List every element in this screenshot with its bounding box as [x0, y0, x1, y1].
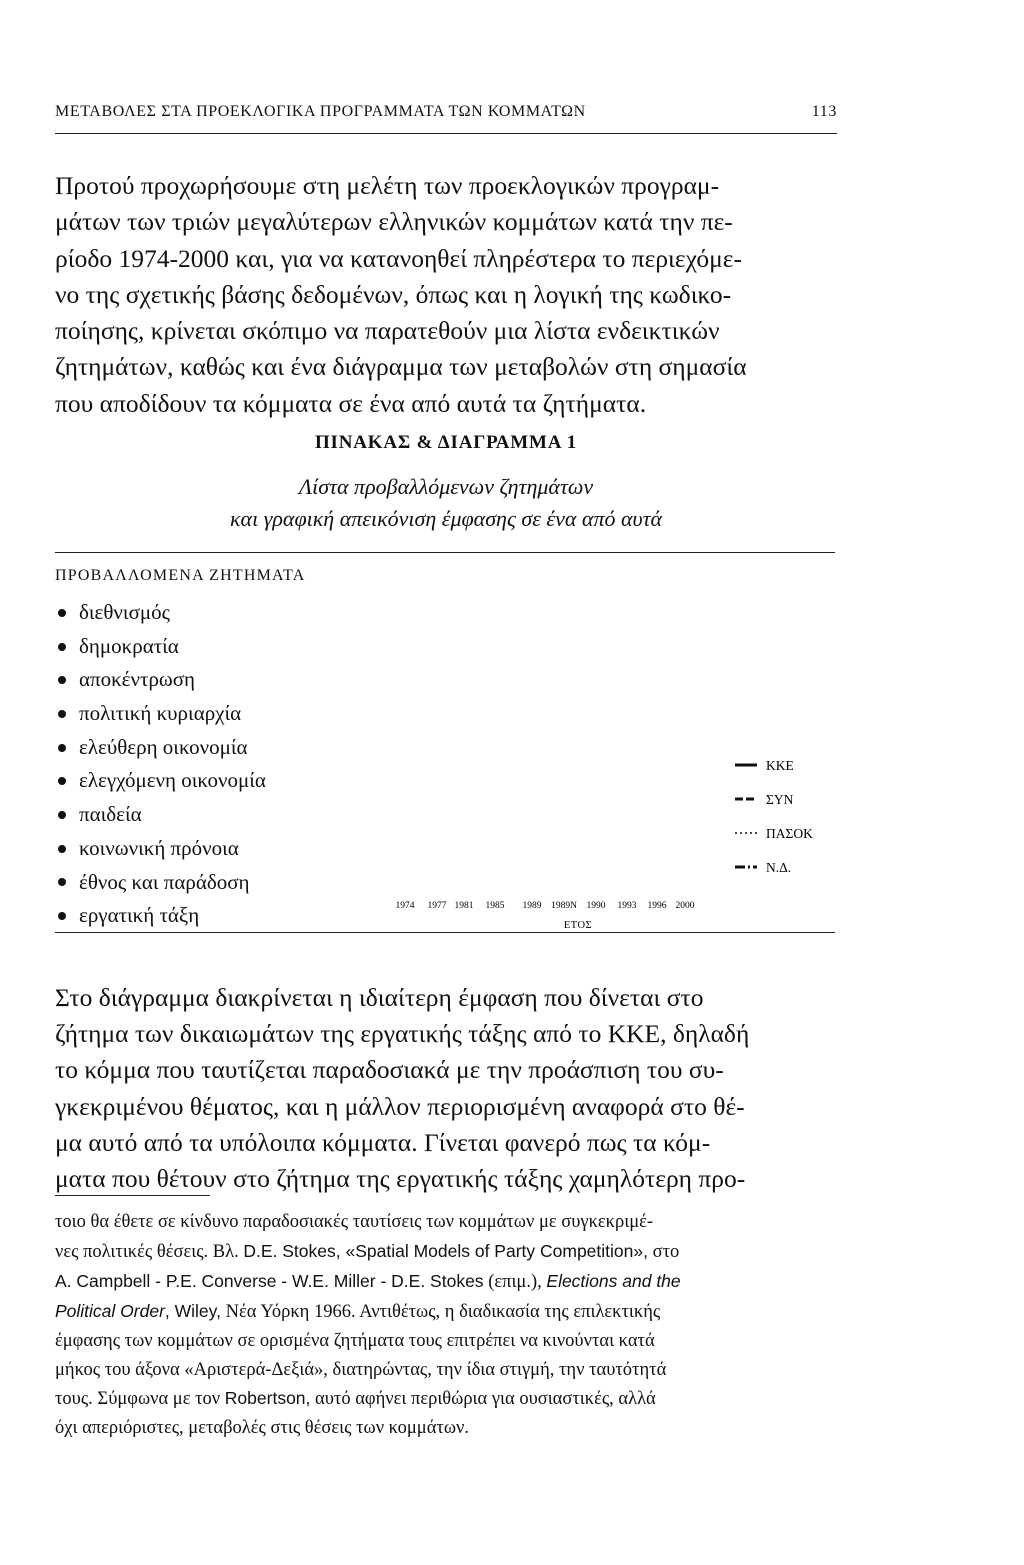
body-line: γκεκριμένου θέματος, και η μάλλον περιορισμένη αναφορά στο θέ- — [55, 1091, 745, 1121]
list-item — [55, 663, 266, 697]
footnote-line — [55, 1384, 837, 1414]
x-tick-label: 1996 — [647, 901, 667, 911]
running-title: ΜΕΤΑΒΟΛΕΣ ΣΤΑ ΠΡΟΕΚΛΟΓΙΚΑ ΠΡΟΓΡΑΜΜΑΤΑ ΤΩΝ ΚΟΜΜΑΤΩΝ — [55, 103, 586, 120]
legend-label: ΣΥΝ — [766, 792, 794, 807]
footnote-text: έμφασης των κομμάτων σε ορισμένα ζητήματα τους επιτρέπει να κινούνται κατά — [55, 1330, 655, 1351]
table-subtitle-line2: και γραφική απεικόνιση έμφασης σε ένα από αυτά — [229, 506, 663, 531]
x-tick-label: 1977 — [427, 901, 447, 911]
citation-title: Elections and the — [546, 1270, 681, 1291]
body-line: Στο διάγραμμα διακρίνεται η ιδιαίτερη έμφαση που δίνεται στο — [55, 983, 704, 1012]
bullet-icon — [58, 811, 66, 819]
intro-line: νο της σχετικής βάσης δεδομένων, όπως και η λογική της κωδικο- — [55, 279, 732, 309]
footnote-text: τοιο θα έθετε σε κίνδυνο παραδοσιακές ταυτίσεις των κομμάτων με συγκεκριμέ- — [55, 1212, 654, 1232]
issues-list — [55, 596, 266, 933]
header-rule — [55, 133, 837, 134]
footnote-text: (επιμ.), — [483, 1271, 547, 1292]
list-item — [55, 798, 266, 832]
x-tick-label: 1990 — [586, 901, 606, 911]
table-top-rule — [55, 552, 835, 553]
body-line: μα αυτό από τα υπόλοιπα κόμματα. Γίνεται φανερό πως τα κόμ- — [55, 1127, 711, 1157]
bullet-icon — [58, 912, 66, 920]
issue-label: έθνος και παράδοση — [79, 869, 250, 894]
list-item — [55, 596, 266, 630]
citation-authors: A. Campbell - P.E. Converse - W.E. Miller - D.E. Stokes — [55, 1270, 484, 1291]
bullet-icon — [58, 643, 66, 651]
running-header — [55, 103, 837, 121]
citation-publisher: , Wiley, — [164, 1300, 221, 1321]
intro-line: Προτού προχωρήσουμε στη μελέτη των προεκλογικών προγραμ- — [55, 171, 720, 200]
legend-label: Ν.Δ. — [766, 860, 792, 875]
list-item — [55, 731, 266, 765]
footnote-line — [55, 1356, 837, 1385]
intro-line: μάτων των τριών μεγαλύτερων ελληνικών κομμάτων κατά την πε- — [55, 207, 733, 237]
footnote-rule — [55, 1195, 210, 1196]
footnote-line — [55, 1327, 837, 1356]
list-item — [55, 866, 266, 900]
footnote-line — [55, 1237, 837, 1267]
intro-line: ρίοδο 1974-2000 και, για να κατανοηθεί πληρέστερα το περιεχόμε- — [55, 243, 743, 273]
issue-label: παιδεία — [79, 802, 142, 827]
intro-paragraph — [55, 168, 837, 422]
table-title: ΠΙΝΑΚΑΣ & ΔΙΑΓΡΑΜΜΑ 1 — [314, 432, 578, 453]
body-line: ζήτημα των δικαιωμάτων της εργατικής τάξης από το ΚΚΕ, δηλαδή — [55, 1019, 750, 1049]
issue-label: ελεύθερη οικονομία — [79, 734, 248, 759]
body-paragraph — [55, 980, 837, 1197]
list-item — [55, 832, 266, 866]
chart-legend — [735, 758, 813, 875]
legend-label: ΠΑΣΟΚ — [766, 826, 813, 841]
issue-label: δημοκρατία — [79, 633, 179, 658]
footnote-line — [55, 1208, 837, 1237]
intro-line: που αποδίδουν τα κόμματα σε ένα από αυτά τα ζητήματα. — [55, 388, 647, 418]
x-tick-label: 1989N — [551, 901, 577, 911]
bullet-icon — [58, 777, 66, 785]
bullet-icon — [58, 744, 66, 752]
list-item — [55, 697, 266, 731]
intro-line: ποίησης, κρίνεται σκόπιμο να παρατεθούν μια λίστα ενδεικτικών — [55, 316, 720, 346]
bullet-icon — [58, 878, 66, 886]
bullet-icon — [58, 609, 66, 617]
intro-line: ζητημάτων, καθώς και ένα διάγραμμα των μεταβολών στη σημασία — [55, 352, 747, 382]
issue-label: αποκέντρωση — [79, 667, 196, 692]
footnote-text: όχι απεριόριστες, μεταβολές στις θέσεις των κομμάτων. — [55, 1418, 469, 1439]
issue-label: διεθνισμός — [79, 600, 170, 624]
line-chart — [380, 740, 840, 935]
issues-heading: ΠΡΟΒΑΛΛΟΜΕΝΑ ΖΗΤΗΜΑΤΑ — [55, 567, 306, 584]
footnote — [55, 1208, 837, 1443]
footnote-line — [55, 1297, 837, 1327]
x-tick-label: 1993 — [617, 901, 637, 911]
x-tick-label: 1985 — [485, 901, 505, 911]
x-tick-label: 1981 — [454, 901, 474, 911]
footnote-text: Νέα Υόρκη 1966. Αντιθέτως, η διαδικασία της επιλεκτικής — [220, 1301, 661, 1322]
legend-label: ΚΚΕ — [766, 758, 794, 773]
table-subtitle-line1: Λίστα προβαλλόμενων ζητημάτων — [298, 474, 594, 499]
x-tick-label: 1989 — [522, 901, 542, 911]
x-axis-label: ΕΤΟΣ — [563, 920, 593, 931]
list-item — [55, 764, 266, 798]
citation-title: Political Order — [55, 1300, 165, 1321]
footnote-text: νες πολιτικές θέσεις. Βλ. — [55, 1241, 244, 1262]
issue-label: εργατική τάξη — [79, 903, 200, 928]
x-axis-ticks — [396, 901, 695, 911]
footnote-line — [55, 1267, 837, 1297]
footnote-text: αυτό αφήνει περιθώρια για ουσιαστικές, αλλά — [310, 1389, 656, 1410]
citation-author: Robertson, — [224, 1388, 311, 1409]
issue-label: κοινωνική πρόνοια — [79, 835, 239, 860]
bullet-icon — [58, 676, 66, 684]
x-tick-label: 1974 — [395, 901, 415, 911]
list-item — [55, 899, 266, 933]
bullet-icon — [58, 710, 66, 718]
citation-text: D.E. Stokes, «Spatial Models of Party Competition», — [243, 1240, 648, 1261]
footnote-line — [55, 1414, 837, 1443]
body-line: το κόμμα που ταυτίζεται παραδοσιακά με την προάσπιση του συ- — [55, 1055, 724, 1085]
page-number: 113 — [811, 103, 837, 120]
footnote-text: στο — [647, 1241, 680, 1262]
issue-label: ελεγχόμενη οικονομία — [79, 768, 266, 793]
footnote-text: μήκος του άξονα «Αριστερά-Δεξιά», διατηρώντας, την ίδια στιγμή, την ταυτότητά — [55, 1359, 667, 1380]
footnote-text: τους. Σύμφωνα με τον — [55, 1389, 225, 1410]
issue-label: πολιτική κυριαρχία — [79, 701, 242, 726]
x-tick-label: 2000 — [675, 901, 695, 911]
table-bottom-rule — [55, 932, 835, 933]
bullet-icon — [58, 845, 66, 853]
list-item — [55, 630, 266, 664]
body-line: ματα που θέτουν στο ζήτημα της εργατικής τάξης χαμηλότερη προ- — [55, 1164, 746, 1194]
